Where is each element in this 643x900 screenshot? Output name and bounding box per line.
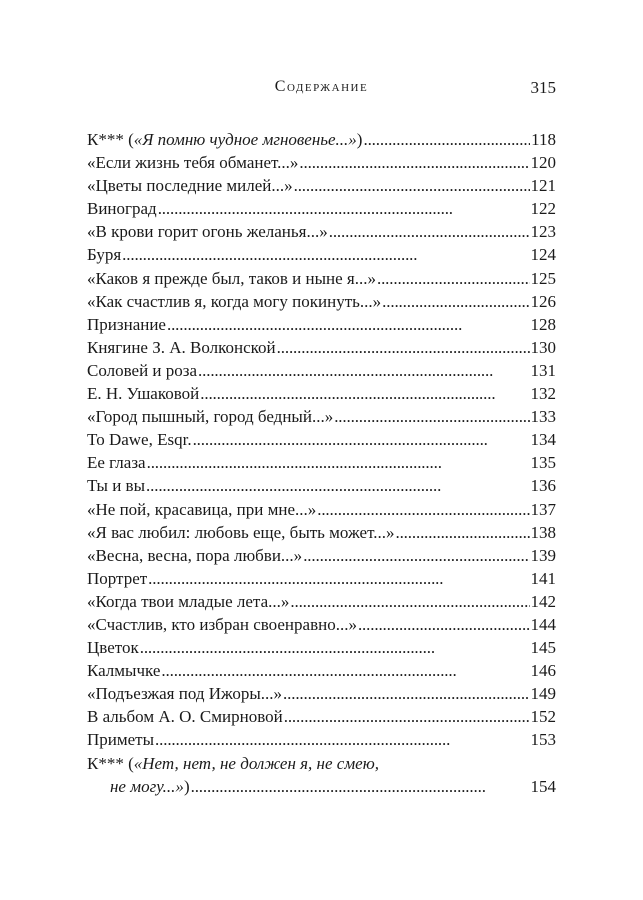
entry-title [87, 474, 145, 497]
dot-leader [317, 498, 529, 521]
entry-title [87, 313, 166, 336]
entry-title-text: «Каков я прежде был, таков и ныне я...» [87, 268, 376, 288]
entry-page-number: 120 [530, 153, 556, 173]
entry-title-italic: «Я помню чудное мгновенье...» [133, 130, 357, 149]
entry-title-text: «Не пой, красавица, при мне...» [87, 499, 317, 519]
entry-title [87, 682, 282, 705]
entry-title [87, 220, 328, 243]
entry-title [87, 498, 316, 521]
entry-title-text: Цветок [87, 638, 139, 658]
entry-title [87, 428, 192, 451]
entry-title-text: Соловей и роза [87, 360, 198, 380]
dot-leader [329, 220, 530, 243]
dot-leader [200, 382, 529, 405]
entry-title-text: «Весна, весна, пора любви...» [87, 545, 303, 565]
entry-title-text: Приметы [87, 730, 155, 750]
entry-title [87, 567, 147, 590]
entry-title [87, 705, 283, 728]
entry-page-number: 154 [530, 776, 556, 796]
entry-page-number: 152 [530, 707, 556, 727]
toc-entry [87, 682, 556, 705]
entry-title [87, 243, 121, 266]
entry-page-number: 131 [530, 360, 556, 380]
toc-entry [87, 451, 556, 474]
entry-title-text: К*** ( [87, 130, 134, 149]
toc-entry [87, 567, 556, 590]
toc-entry [87, 590, 556, 613]
entry-title [87, 451, 146, 474]
toc-entry [87, 636, 556, 659]
entry-title-text: «Я вас любил: любовь еще, быть может...» [87, 522, 395, 542]
dot-leader [382, 290, 529, 313]
toc-entry [87, 267, 556, 290]
dot-leader [284, 705, 530, 728]
entry-page-number: 141 [530, 568, 556, 588]
entry-page-number: 130 [530, 337, 556, 357]
entry-title [87, 636, 139, 659]
toc-entry [87, 474, 556, 497]
entry-title [87, 613, 357, 636]
entry-title [87, 590, 289, 613]
entry-page-number: 137 [530, 499, 556, 519]
entry-title-text: «Как счастлив я, когда могу покинуть...» [87, 291, 382, 311]
dot-leader [395, 521, 529, 544]
entry-page-number: 122 [530, 199, 556, 219]
entry-title-text: «Счастлив, кто избран своенравно...» [87, 614, 357, 634]
entry-title [87, 405, 333, 428]
entry-title-text: Буря [87, 245, 122, 265]
entry-title [87, 197, 157, 220]
entry-title-text: Е. Н. Ушаковой [87, 384, 200, 404]
dot-leader [363, 128, 530, 151]
dot-leader [377, 267, 530, 290]
entry-page-number: 132 [530, 384, 556, 404]
entry-title [87, 174, 293, 197]
entry-title-text: «Если жизнь тебя обманет...» [87, 153, 299, 173]
entry-title [87, 336, 276, 359]
entry-title-text: «Цветы последние милей...» [87, 176, 293, 196]
entry-title-text: К*** ( [87, 753, 134, 773]
toc-entry [87, 336, 556, 359]
dot-leader [146, 474, 529, 497]
dot-leader [147, 451, 530, 474]
dot-leader [148, 567, 529, 590]
entry-title [87, 728, 154, 751]
entry-title [87, 544, 302, 567]
entry-title [87, 752, 379, 775]
dot-leader [191, 775, 530, 798]
dot-leader [167, 313, 530, 336]
toc-entry [87, 405, 556, 428]
entry-title [87, 128, 362, 151]
dot-leader [294, 174, 530, 197]
toc-entry [87, 359, 556, 382]
entry-title-text: Признание [87, 314, 166, 334]
entry-page-number: 144 [530, 614, 556, 634]
entry-title [87, 267, 376, 290]
entry-page-number: 136 [530, 476, 556, 496]
entry-page-number: 123 [530, 222, 556, 242]
toc-entry [87, 613, 556, 636]
entry-title-text: «Когда твои младые лета...» [87, 591, 290, 611]
toc-entry [87, 382, 556, 405]
entry-page-number: 134 [530, 430, 556, 450]
entry-page-number: 146 [530, 661, 556, 681]
entry-page-number: 118 [531, 130, 556, 149]
entry-page-number: 133 [530, 407, 556, 427]
toc-entry [87, 752, 556, 775]
toc-entry [87, 498, 556, 521]
entry-title-text: Ее глаза [87, 453, 146, 473]
entry-page-number: 139 [530, 545, 556, 565]
toc-entry [87, 243, 556, 266]
entry-title [87, 290, 381, 313]
entry-title-text: Портрет [87, 568, 148, 588]
entry-title-text: «Подъезжая под Ижоры...» [87, 684, 283, 704]
entry-page-number: 149 [530, 684, 556, 704]
entry-title-text: «В крови горит огонь желанья...» [87, 222, 328, 242]
toc-entry [87, 290, 556, 313]
entry-title [110, 775, 190, 798]
dot-leader [299, 151, 529, 174]
entry-page-number: 153 [530, 730, 556, 750]
toc-entry [87, 428, 556, 451]
entry-page-number: 128 [530, 314, 556, 334]
page-title: Содержание [274, 78, 369, 95]
dot-leader [155, 728, 529, 751]
toc-entry [87, 728, 556, 751]
page-header [87, 78, 556, 102]
entry-title [87, 521, 394, 544]
dot-leader [303, 544, 529, 567]
entry-page-number: 126 [530, 291, 556, 311]
entry-title-text: Виноград [87, 199, 157, 219]
dot-leader [140, 636, 530, 659]
dot-leader [277, 336, 530, 359]
dot-leader [358, 613, 530, 636]
entry-title-suffix: ) [356, 130, 363, 149]
entry-title [87, 382, 199, 405]
toc-entry [87, 220, 556, 243]
entry-title-text: В альбом А. О. Смирновой [87, 707, 283, 727]
entry-title-italic: «Нет, нет, не должен я, не смею, [133, 753, 379, 773]
entry-title-suffix: ) [183, 776, 190, 796]
dot-leader [158, 197, 530, 220]
dot-leader [198, 359, 529, 382]
dot-leader [283, 682, 529, 705]
dot-leader [122, 243, 529, 266]
toc-entry [87, 128, 556, 151]
toc-entry [87, 705, 556, 728]
toc-entry [87, 197, 556, 220]
dot-leader [161, 659, 529, 682]
toc-entry [87, 659, 556, 682]
dot-leader [334, 405, 529, 428]
entry-page-number: 138 [530, 522, 556, 542]
entry-title-text: To Dawe, Esqr. [87, 430, 192, 450]
toc-entry [87, 313, 556, 336]
entry-title-text: Калмычке [87, 661, 161, 681]
toc-entry [87, 544, 556, 567]
entry-title-text: «Город пышный, город бедный...» [87, 407, 334, 427]
entry-page-number: 142 [530, 591, 556, 611]
entry-title-text: Ты и вы [87, 476, 146, 496]
toc-entry [87, 151, 556, 174]
entry-title [87, 359, 197, 382]
entry-page-number: 125 [530, 268, 556, 288]
page-number: 315 [530, 78, 556, 97]
entry-title-italic: не могу...» [110, 776, 184, 796]
table-of-contents [87, 128, 556, 798]
entry-title [87, 659, 160, 682]
entry-page-number: 135 [530, 453, 556, 473]
entry-title-text: Княгине З. А. Волконской [87, 337, 276, 357]
toc-entry [87, 174, 556, 197]
entry-page-number: 124 [530, 245, 556, 265]
entry-title [87, 151, 298, 174]
entry-page-number: 121 [530, 176, 556, 196]
toc-entry [87, 521, 556, 544]
entry-page-number: 145 [530, 638, 556, 658]
dot-leader [193, 428, 530, 451]
dot-leader [290, 590, 529, 613]
toc-entry-continuation [87, 775, 556, 798]
